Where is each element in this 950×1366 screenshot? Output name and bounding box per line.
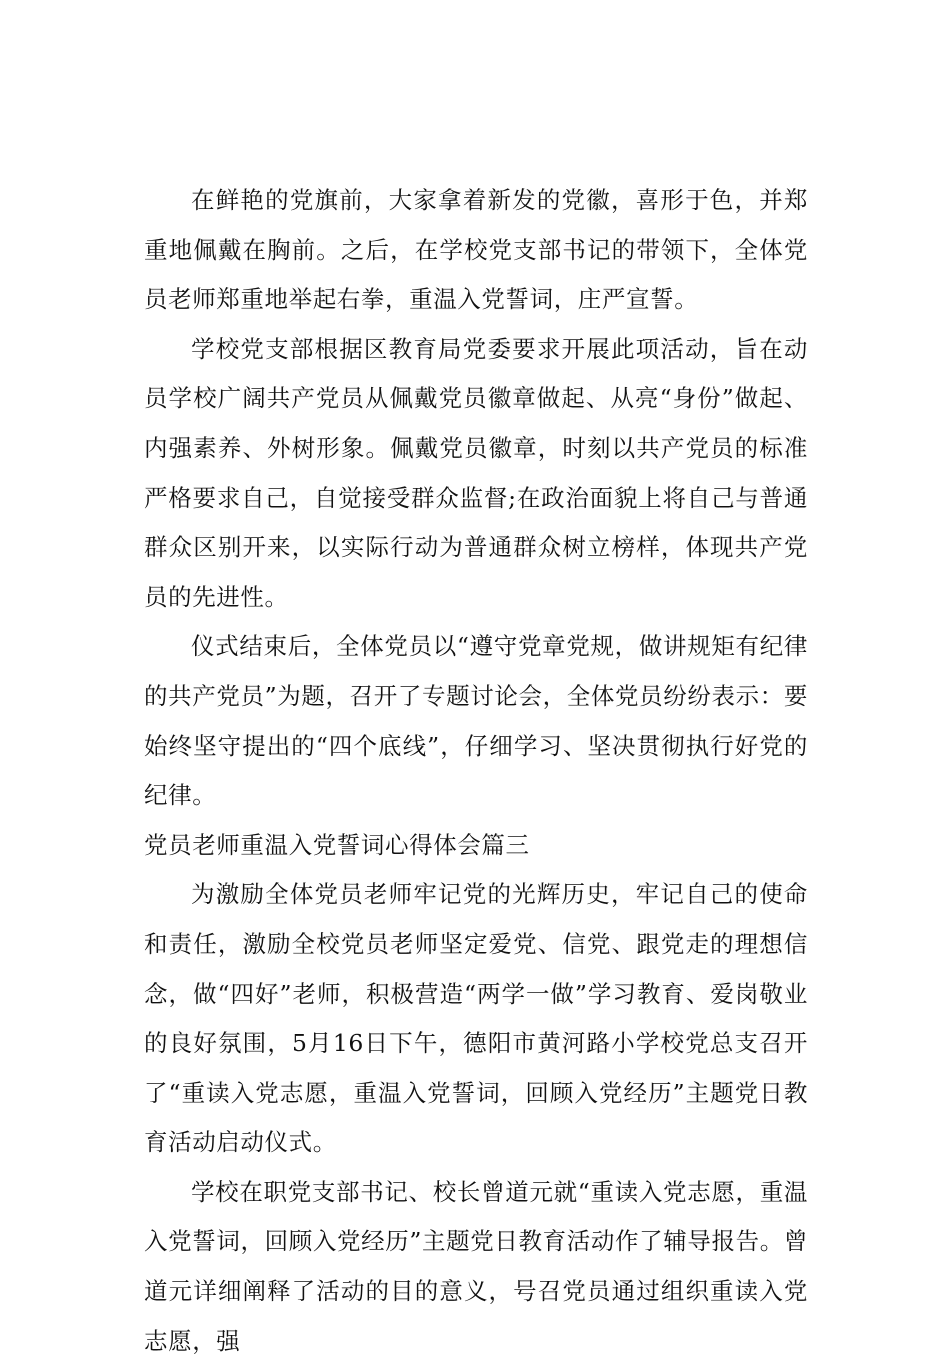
paragraph-party-badge: 在鲜艳的党旗前，大家拿着新发的党徽，喜形于色，并郑重地佩戴在胸前。之后，在学校党支部书记的带领下，全体党员老师郑重地举起右拳，重温入党誓词，庄严宣誓。 xyxy=(144,186,808,314)
document-body xyxy=(144,176,808,1366)
paragraph-discussion: 仪式结束后，全体党员以“遵守党章党规，做讲规矩有纪律的共产党员”为题，召开了专题讨论会，全体党员纷纷表示：要始终坚守提出的“四个底线”，仔细学习、坚决贯彻执行好党的纪律。 xyxy=(144,632,808,810)
paragraph-report: 学校在职党支部书记、校长曾道元就“重读入党志愿，重温入党誓词，回顾入党经历”主题党日教育活动作了辅导报告。曾道元详细阐释了活动的目的意义，号召党员通过组织重读入党志愿，强 xyxy=(144,1177,808,1355)
section-heading: 党员老师重温入党誓词心得体会篇三 xyxy=(144,830,530,859)
paragraph-activity-purpose: 学校党支部根据区教育局党委要求开展此项活动，旨在动员学校广阔共产党员从佩戴党员徽章做起、从亮“身份”做起、内强素养、外树形象。佩戴党员徽章，时刻以共产党员的标准严格要求自己，自觉接受群众监督;在政治面貌上将自己与普通群众区别开来，以实际行动为普通群众树立榜样，体现共产党员的先进性。 xyxy=(144,334,808,611)
paragraph-event-intro: 为激励全体党员老师牢记党的光辉历史，牢记自己的使命和责任，激励全校党员老师坚定爱党、信党、跟党走的理想信念，做“四好”老师，积极营造“两学一做”学习教育、爱岗敬业的良好氛围，5月16日下午，德阳市黄河路小学校党总支召开了“重读入党志愿，重温入党誓词，回顾入党经历”主题党日教育活动启动仪式。 xyxy=(144,880,808,1157)
